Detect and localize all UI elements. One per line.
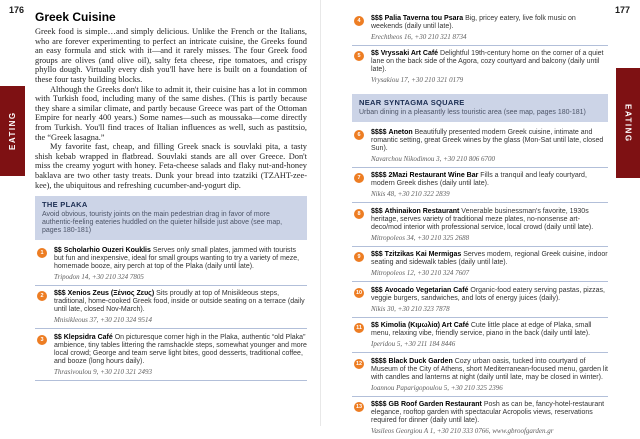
map-number-badge: 7 [354, 173, 364, 183]
page-number-left: 176 [9, 5, 24, 15]
map-number-badge: 6 [354, 130, 364, 140]
section-title: Greek Cuisine [35, 10, 307, 24]
listing-address: Thrasivoulou 9, +30 210 321 2493 [54, 368, 307, 376]
restaurant-listing [352, 318, 608, 354]
restaurant-name: Athinaikon Restaurant [385, 208, 460, 215]
listing-address: Vasileos Georgiou A 1, +30 210 333 0766, www.gbroofgarden.gr [371, 427, 608, 435]
restaurant-name: Kimolia (Κιμωλία) Art Café [381, 322, 469, 329]
map-number-badge: 3 [37, 335, 47, 345]
price-rating: $$$$ [371, 358, 387, 365]
price-rating: $$$ [54, 290, 66, 297]
restaurant-name: Aneton [389, 129, 413, 136]
listing-address: Mitropoleos 12, +30 210 324 7607 [371, 269, 608, 277]
page-gutter [320, 0, 321, 426]
listing-address: Mnisikleous 37, +30 210 324 9514 [54, 316, 307, 324]
restaurant-listing [352, 124, 608, 168]
restaurant-name: 2Mazi Restaurant Wine Bar [389, 172, 479, 179]
listing-text: Serves modern, regional Greek cuisine, indoor seating and sidewalk tables (daily until late). [371, 251, 608, 266]
map-number-badge: 8 [354, 209, 364, 219]
map-number-badge: 4 [354, 16, 364, 26]
restaurant-name: Black Duck Garden [389, 358, 453, 365]
listing-address: Vrysakiou 17, +30 210 321 0179 [371, 76, 608, 84]
listing-description [54, 290, 307, 314]
listing-text: Organic-food eatery serving pastas, pizzas, veggie burgers, sandwiches, and lots of energy juices (daily). [371, 287, 605, 302]
listing-text: Cozy urban oasis, tucked into courtyard of Museum of the City of Athens, short Mediterranean-focused menu, garden lit with candles and lanterns at night (daily until late, may be closed in winter). [371, 358, 608, 381]
price-rating: $$ [54, 334, 62, 341]
price-rating: $$ [371, 50, 379, 57]
restaurant-name: Avocado Vegetarian Café [385, 287, 469, 294]
listing-description [371, 129, 608, 153]
box-title: THE PLAKA [42, 200, 300, 209]
listing-text: Serves only small plates, jammed with tourists but fun and inexpensive, ideal for small groups wanting to try a variety of meze, homemade booze, airy perch at top of the Plaka (daily until late). [54, 247, 299, 270]
syntagma-info-box [352, 94, 608, 122]
price-rating: $$ [371, 322, 379, 329]
restaurant-listing [352, 397, 608, 439]
restaurant-name: Xenios Zeus (Ξένιος Ζευς) [68, 290, 155, 297]
restaurant-name: Klepsidra Café [64, 334, 113, 341]
restaurant-listing [352, 203, 608, 247]
listing-description [371, 322, 608, 338]
map-number-badge: 5 [354, 51, 364, 61]
right-page [352, 10, 608, 439]
map-number-badge: 2 [37, 291, 47, 301]
plaka-listings [35, 242, 307, 381]
listing-text: Big, pricey eatery, live folk music on weekends (daily until late). [371, 15, 576, 30]
restaurant-listing [352, 46, 608, 89]
price-rating: $$$ [371, 251, 383, 258]
intro-paragraph: My favorite fast, cheap, and filling Greek snack is souvlaki pita, a tasty shish kebab wrapped in flatbread. Souvlaki stands are all over Greece. Don't miss the creamy yogurt with honey. Feta-cheese salads and flaky nut-and-honey baklava are two other tasty treats. Dunk your bread into tzatziki (TZAHT-zee-kee), the ubiquitous and refreshing cucumber-and-yogurt dip. [35, 142, 307, 190]
restaurant-listing [35, 242, 307, 286]
restaurant-listing [352, 168, 608, 204]
price-rating: $$ [54, 247, 62, 254]
map-number-badge: 11 [354, 323, 364, 333]
plaka-info-box [35, 196, 307, 240]
restaurant-name: Palia Taverna tou Psara [385, 15, 463, 22]
listing-address: Navarchou Nikodimou 3, +30 210 806 6700 [371, 155, 608, 163]
price-rating: $$$$ [371, 401, 387, 408]
map-number-badge: 12 [354, 359, 364, 369]
listing-text: Sits proudly at top of Mnisikleous steps, traditional, home-cooked Greek food, inside or outside seating on a terrace (daily until late, closed Nov-March). [54, 290, 305, 313]
syntagma-listings [352, 124, 608, 439]
listing-description [54, 334, 307, 366]
box-note: Urban dining in a pleasantly less touristic area (see map, pages 180-181) [359, 109, 601, 117]
listing-text: Beautifully presented modern Greek cuisine, intimate and romantic setting, great Greek wines by the glass (Mon-Sat until late, closed Sun). [371, 129, 603, 152]
left-page [35, 10, 307, 381]
intro-paragraph: Greek food is simple…and simply delicious. Unlike the French or the Italians, who are forever experimenting to perfect an intricate cuisine, the Greeks found an easy formula and stick with it—and it rarely misses. The four Greek food groups are olives (and olive oil), salty feta cheese, ripe tomatoes, and crispy phyllo dough. Virtually every dish you'll have here is built on a foundation of these four tasty building blocks. [35, 27, 307, 85]
intro-paragraph: Although the Greeks don't like to admit it, their cuisine has a lot in common with Turkish food, including many of the same dishes. (This is partly because they share a similar climate, and partly because Greece was part of the Ottoman Empire for nearly 400 years.) Some names—such as moussaka—come directly from Turkish. You'll find traces of Italian influences as well, such as pastitsio, the “Greek lasagna.” [35, 85, 307, 143]
listing-description [371, 172, 608, 188]
listing-text: Posh as can be, fancy-hotel-restaurant elegance, rooftop garden with spectacular Acropolis views, reservations required for dinner (daily until late). [371, 401, 604, 424]
page-number-right: 177 [615, 5, 630, 15]
listing-text: Venerable businessman's favorite, 1930s heritage, serves variety of traditional meze plates, no-nonsense art-deco/mod interior with professional service, local crowd (daily until late). [371, 208, 593, 231]
listing-description [371, 15, 608, 31]
map-number-badge: 13 [354, 402, 364, 412]
map-number-badge: 1 [37, 248, 47, 258]
listing-address: Iperidou 5, +30 211 184 8446 [371, 340, 608, 348]
listing-description [371, 208, 608, 232]
listing-description [54, 247, 307, 271]
restaurant-listing [352, 10, 608, 46]
restaurant-name: Vryssaki Art Café [381, 50, 438, 57]
price-rating: $$$ [371, 15, 383, 22]
listing-address: Erechtheos 16, +30 210 321 8734 [371, 33, 608, 41]
listing-text: Delightful 19th-century home on the corner of a quiet lane on the back side of the Agora, cozy courtyard and balcony (daily until late). [371, 50, 603, 73]
listing-description [371, 401, 608, 425]
plaka-listings-continued [352, 10, 608, 88]
price-rating: $$$ [371, 208, 383, 215]
listing-address: Ioannou Paparigopoulou 5, +30 210 325 2396 [371, 384, 608, 392]
box-title: NEAR SYNTAGMA SQUARE [359, 98, 601, 107]
price-rating: $$$ [371, 287, 383, 294]
chapter-tab-eating-right: EATING [616, 68, 640, 178]
restaurant-listing [352, 247, 608, 283]
listing-address: Mitropoleos 34, +30 210 325 2688 [371, 234, 608, 242]
listing-description [371, 287, 608, 303]
restaurant-name: Scholarhio Ouzeri Kouklis [64, 247, 151, 254]
listing-address: Nikis 48, +30 210 322 2839 [371, 190, 608, 198]
restaurant-name: GB Roof Garden Restaurant [389, 401, 482, 408]
restaurant-listing [352, 353, 608, 397]
map-number-badge: 9 [354, 252, 364, 262]
listing-description [371, 358, 608, 382]
chapter-tab-eating-left: EATING [0, 86, 25, 176]
listing-description [371, 50, 608, 74]
listing-description [371, 251, 608, 267]
listing-address: Tripodon 14, +30 210 324 7805 [54, 273, 307, 281]
price-rating: $$$$ [371, 129, 387, 136]
listing-text: Cute little place at edge of Plaka, small menu, relaxing vibe, friendly service, piano in the back (daily until late). [371, 322, 591, 337]
listing-text: On picturesque corner high in the Plaka, authentic “old Plaka” ambience, tiny tables littering the ramshackle steps, somewhat younger and more local crowd; George and team serve light bites, good desserts, traditional coffee, and booze (long hours daily). [54, 334, 307, 365]
box-note: Avoid obvious, touristy joints on the main pedestrian drag in favor of more authentic-feeling eateries huddled on the quieter hillside just above (see map, pages 180-181) [42, 211, 300, 235]
restaurant-listing [35, 329, 307, 381]
restaurant-listing [352, 282, 608, 318]
listing-address: Nikis 30, +30 210 323 7878 [371, 305, 608, 313]
listing-text: Fills a tranquil and leafy courtyard, modern Greek dishes (daily until late). [371, 172, 587, 187]
price-rating: $$$$ [371, 172, 387, 179]
map-number-badge: 10 [354, 288, 364, 298]
restaurant-name: Tzitzikas Kai Mermigas [385, 251, 462, 258]
restaurant-listing [35, 286, 307, 330]
